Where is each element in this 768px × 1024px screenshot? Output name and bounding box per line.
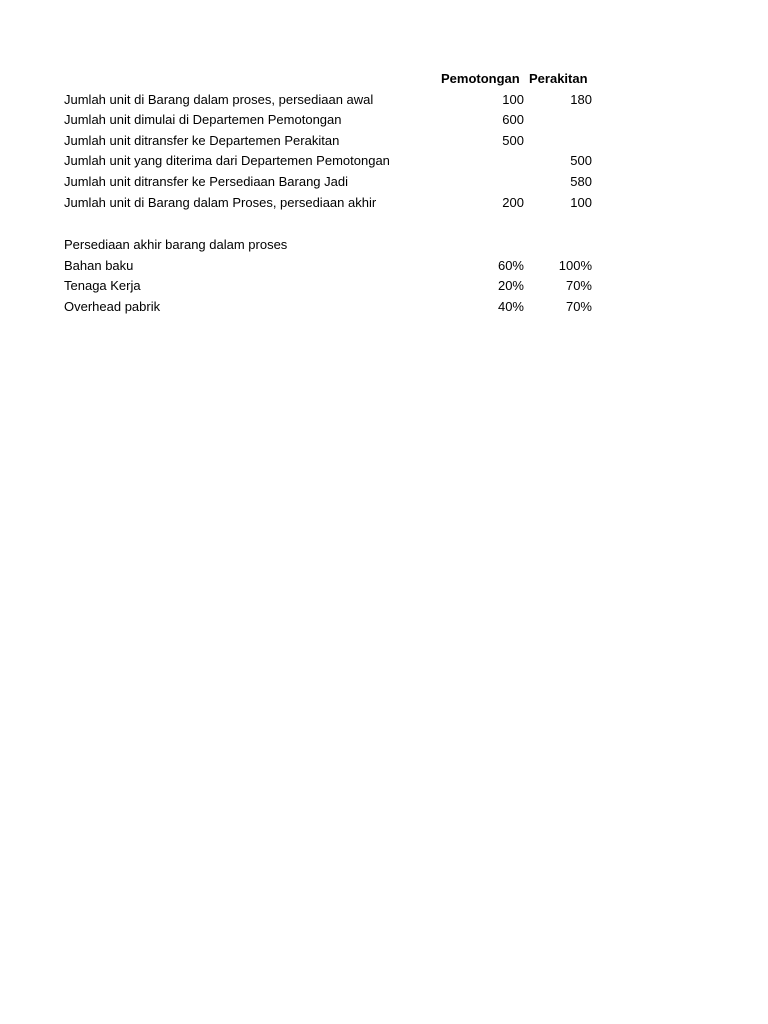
pemotongan-cell: 60% [497,257,524,273]
table-row [64,193,604,214]
section-title-row [64,235,604,256]
row-label: Jumlah unit yang diterima dari Departemen Pemotongan [64,153,390,169]
pemotongan-cell: 500 [502,132,524,148]
table-row [64,110,604,131]
header-pemotongan: Pemotongan [441,71,520,86]
row-label: Overhead pabrik [64,298,161,314]
perakitan-cell: 180 [570,91,592,107]
table-row [64,90,604,111]
pemotongan-cell: 200 [502,194,524,210]
row-label: Jumlah unit ditransfer ke Departemen Perakitan [64,132,340,148]
pemotongan-cell: 40% [497,298,524,314]
perakitan-cell: 580 [570,173,592,189]
pemotongan-cell: 100 [502,91,524,107]
spreadsheet-table [64,69,604,318]
perakitan-cell: 500 [570,153,592,169]
table-row [64,151,604,172]
perakitan-cell: 70% [565,278,592,294]
perakitan-cell: 100% [558,257,592,273]
pemotongan-cell: 600 [502,112,524,128]
row-label: Jumlah unit di Barang dalam proses, persediaan awal [64,91,374,107]
table-row [64,297,604,318]
perakitan-cell: 100 [570,194,592,210]
row-label: Jumlah unit ditransfer ke Persediaan Barang Jadi [64,173,348,189]
table-row [64,172,604,193]
table-row [64,256,604,277]
row-label: Jumlah unit dimulai di Departemen Pemotongan [64,112,342,128]
header-row [64,69,604,90]
table-row [64,131,604,152]
pemotongan-cell: 20% [497,278,524,294]
perakitan-cell: 70% [565,298,592,314]
row-label: Tenaga Kerja [64,278,141,294]
row-label: Jumlah unit di Barang dalam Proses, persediaan akhir [64,194,377,210]
blank-row [64,213,604,235]
section-title: Persediaan akhir barang dalam proses [64,237,288,253]
table-row [64,276,604,297]
row-label: Bahan baku [64,257,134,273]
header-perakitan: Perakitan [529,71,588,86]
